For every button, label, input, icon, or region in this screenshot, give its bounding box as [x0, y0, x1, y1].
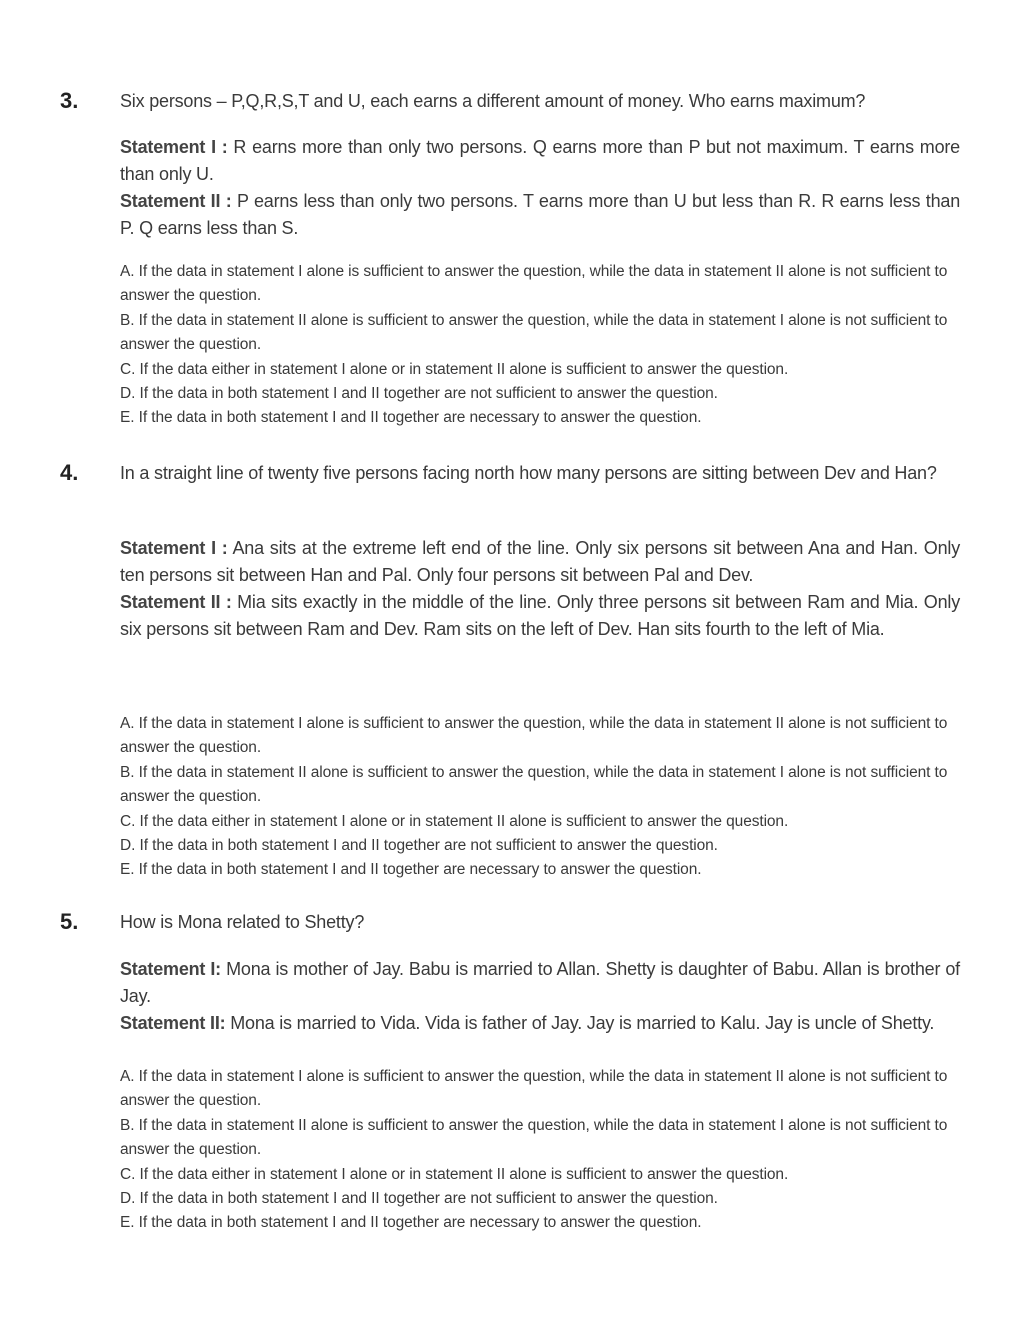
statement-1: [120, 956, 960, 1010]
option-d: D. If the data in both statement I and II together are not sufficient to answer the question.: [120, 385, 718, 403]
statement-2: [120, 589, 960, 643]
option-a: A. If the data in statement I alone is sufficient to answer the question, while the data in statement II alone is not sufficient to answer the question.: [120, 1068, 948, 1110]
question-stem: Six persons – P,Q,R,S,T and U, each earns a different amount of money. Who earns maximum?: [120, 91, 866, 111]
option-b: B. If the data in statement II alone is sufficient to answer the question, while the data in statement I alone is not sufficient to answer the question.: [120, 1116, 948, 1159]
statement-2-text: Mona is married to Vida. Vida is father of Jay. Jay is married to Kalu. Jay is uncle of Shetty.: [225, 1013, 935, 1033]
option-d: D. If the data in both statement I and II together are not sufficient to answer the question.: [120, 1190, 718, 1208]
statement-1: [120, 134, 960, 188]
option-c: C. If the data either in statement I alone or in statement II alone is sufficient to answer the question.: [120, 1165, 789, 1183]
options: [120, 712, 960, 883]
option-a: A. If the data in statement I alone is sufficient to answer the question, while the data in statement II alone is not sufficient to answer the question.: [120, 263, 948, 305]
question-stem: In a straight line of twenty five persons facing north how many persons are sitting between Dev and Han?: [120, 463, 937, 483]
statement-2-text: Mia sits exactly in the middle of the line. Only three persons sit between Ram and Mia. Only six persons sit between Ram and Dev. Ram sits on the left of Dev. Han sits fourth to the left of Mia.: [120, 592, 960, 639]
question-number: 5.: [60, 909, 79, 934]
statement-1-label: Statement I :: [120, 137, 228, 157]
option-e: E. If the data in both statement I and II together are necessary to answer the question.: [120, 409, 702, 427]
statement-2: [120, 188, 960, 242]
option-b: B. If the data in statement II alone is sufficient to answer the question, while the data in statement I alone is not sufficient to answer the question.: [120, 763, 948, 806]
option-a: A. If the data in statement I alone is sufficient to answer the question, while the data in statement II alone is not sufficient to answer the question.: [120, 715, 948, 757]
option-d: D. If the data in both statement I and II together are not sufficient to answer the question.: [120, 837, 718, 855]
question-number: 4.: [60, 460, 79, 485]
statement-2-label: Statement II:: [120, 1013, 226, 1033]
statement-1-text: R earns more than only two persons. Q earns more than P but not maximum. T earns more than only U.: [120, 137, 960, 184]
option-c: C. If the data either in statement I alone or in statement II alone is sufficient to answer the question.: [120, 812, 789, 830]
option-b: B. If the data in statement II alone is sufficient to answer the question, while the data in statement I alone is not sufficient to answer the question.: [120, 311, 948, 354]
question-number: 3.: [60, 88, 79, 113]
option-c: C. If the data either in statement I alone or in statement II alone is sufficient to answer the question.: [120, 360, 789, 378]
option-e: E. If the data in both statement I and II together are necessary to answer the question.: [120, 1214, 702, 1232]
statement-2-label: Statement II :: [120, 592, 232, 612]
statements: [120, 956, 960, 1037]
statements: [120, 535, 960, 643]
statement-2-label: Statement II :: [120, 191, 232, 211]
statement-1-text: Mona is mother of Jay. Babu is married to Allan. Shetty is daughter of Babu. Allan is brother of Jay.: [120, 959, 960, 1006]
statement-1: [120, 535, 960, 589]
statement-1-label: Statement I:: [120, 959, 221, 979]
options: [120, 260, 960, 431]
options: [120, 1065, 960, 1236]
question-stem: How is Mona related to Shetty?: [120, 912, 365, 932]
statement-1-text: Ana sits at the extreme left end of the line. Only six persons sit between Ana and Han. Only ten persons sit between Han and Pal. Only four persons sit between Pal and Dev.: [120, 538, 960, 585]
option-e: E. If the data in both statement I and II together are necessary to answer the question.: [120, 861, 702, 879]
statement-2-text: P earns less than only two persons. T earns more than U but less than R. R earns less than P. Q earns less than S.: [120, 191, 960, 238]
statement-2: [120, 1010, 960, 1037]
statement-1-label: Statement I :: [120, 538, 228, 558]
statements: [120, 134, 960, 242]
